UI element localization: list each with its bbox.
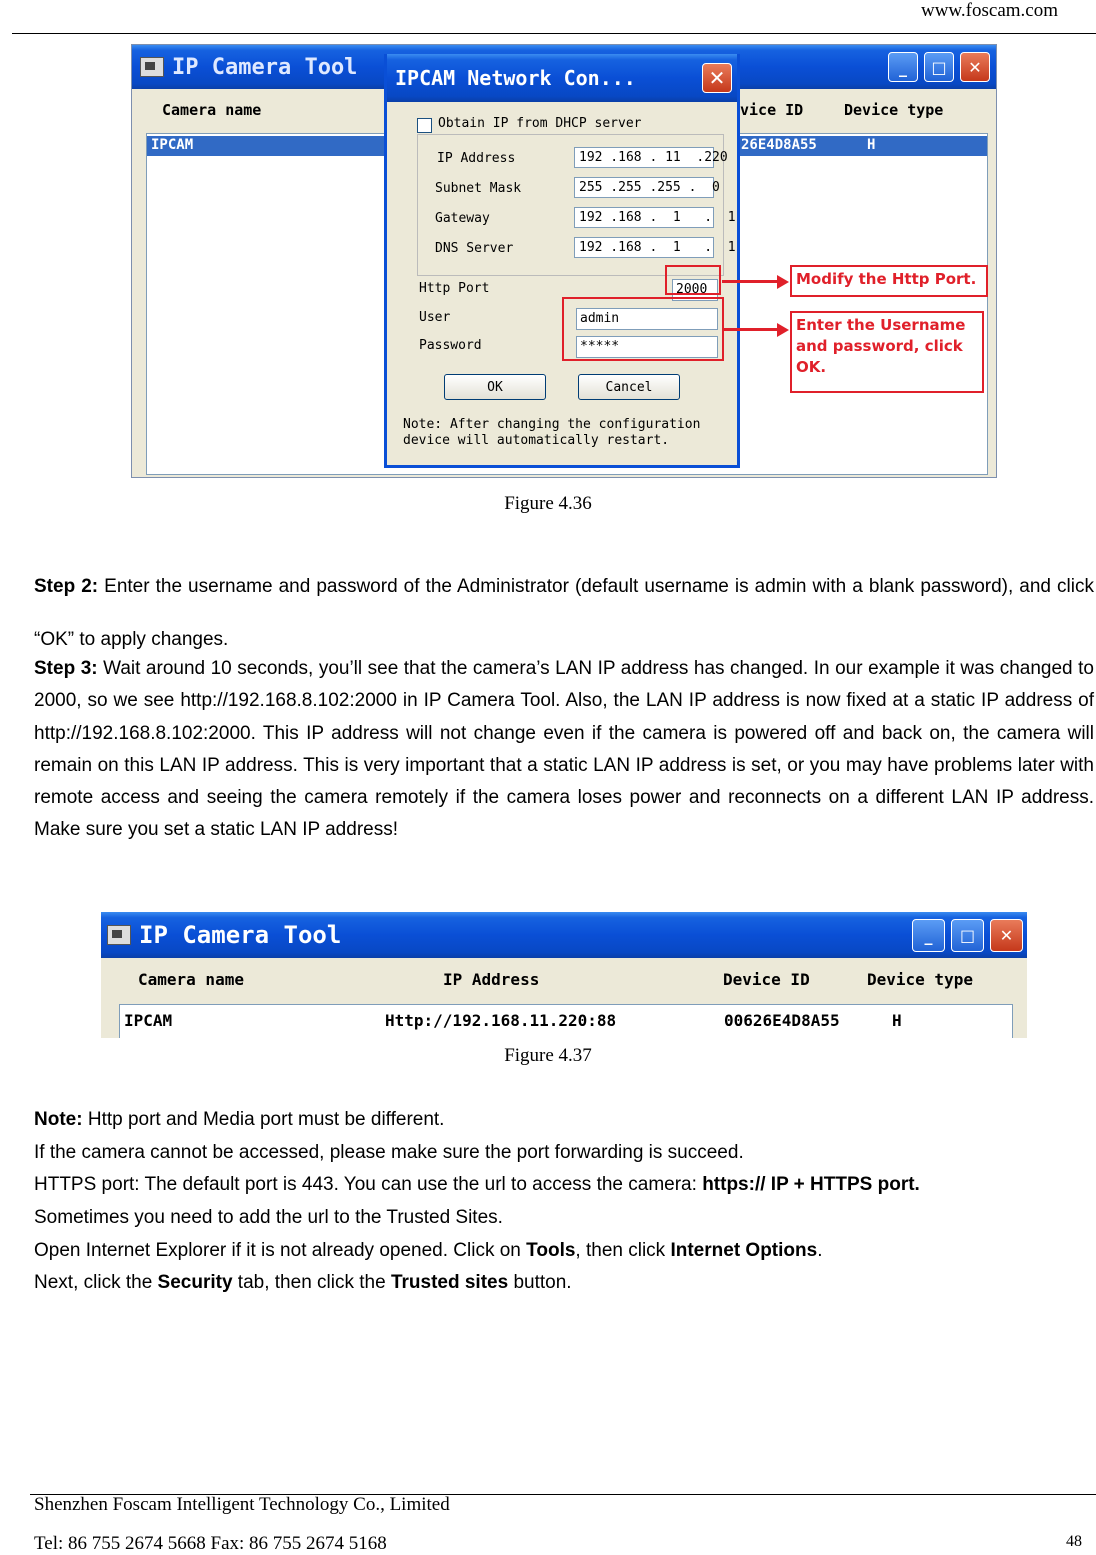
step-2-paragraph <box>34 560 1094 666</box>
security-text-c: tab, then click the <box>232 1272 391 1293</box>
figure-4-37-screenshot <box>101 912 1027 1038</box>
ip-address-label: IP Address <box>437 151 516 166</box>
https-text: HTTPS port: The default port is 443. You can use the url to access the camera: <box>34 1174 703 1195</box>
trusted-sites-line: Sometimes you need to add the url to the Trusted Sites. <box>34 1207 503 1228</box>
https-line <box>34 1174 920 1196</box>
tools-menu-ref: Tools <box>526 1240 576 1261</box>
footer-company: Shenzhen Foscam Intelligent Technology Co., Limited <box>34 1494 450 1515</box>
dialog-note-line2: device will automatically restart. <box>403 433 670 448</box>
figure-4-36-caption: Figure 4.36 <box>504 493 592 514</box>
https-url-format: https:// IP + HTTPS port. <box>702 1174 920 1195</box>
password-label: Password <box>419 338 482 353</box>
camera-row-device-type: H <box>867 137 876 153</box>
column-ip-address-2[interactable]: IP Address <box>443 970 540 989</box>
note-text: Http port and Media port must be different. <box>82 1109 445 1130</box>
close-icon-2[interactable]: ✕ <box>990 919 1023 952</box>
subnet-mask-input[interactable]: 255 .255 .255 . 0 <box>574 177 714 198</box>
dns-server-label: DNS Server <box>435 241 514 256</box>
camera-row-name-2: IPCAM <box>124 1011 173 1030</box>
camera-tool-icon <box>140 57 164 77</box>
dialog-close-icon[interactable]: ✕ <box>702 63 732 93</box>
dialog-title-bar <box>387 54 737 102</box>
internet-options-text-c: , then click <box>575 1240 671 1261</box>
trusted-sites-ref: Trusted sites <box>390 1272 509 1293</box>
camera-row-device-type-2: H <box>892 1011 902 1030</box>
callout-modify-port: Modify the Http Port. <box>790 265 988 297</box>
app-title-bar-2 <box>101 912 1027 958</box>
credentials-arrow <box>724 328 778 331</box>
user-label: User <box>419 310 451 325</box>
camera-row-ip-2: Http://192.168.11.220:88 <box>385 1011 617 1030</box>
minimize-icon[interactable]: _ <box>888 52 918 82</box>
http-port-input[interactable]: 2000 <box>672 279 718 301</box>
note-line <box>34 1109 444 1131</box>
user-input[interactable]: admin <box>576 308 718 330</box>
site-url[interactable]: www.foscam.com <box>920 0 1058 21</box>
column-camera-name-2[interactable]: Camera name <box>138 970 244 989</box>
gateway-input[interactable]: 192 .168 . 1 . 1 <box>574 207 714 228</box>
column-device-id[interactable]: vice ID <box>740 101 804 119</box>
camera-row[interactable] <box>119 1004 1013 1038</box>
password-input[interactable]: ***** <box>576 336 718 358</box>
step-3-text: Wait around 10 seconds, you’ll see that the camera’s LAN IP address has changed. In our example it was changed to 2000, so we see http://192.168.8.102:2000 in IP Camera Tool. Also, the LAN IP address is now fixed at a static IP address of http://192.168.8.102:2000. This IP address will not change even if the camera is powered off and back on, the camera will remain on this LAN IP address. This is very important that a static LAN IP address is set, or you may have problems later with remote access and seeing the camera remotely if the camera loses power and reconnects on a different LAN IP address. Make sure you set a static LAN IP address! <box>34 658 1094 841</box>
port-arrow <box>722 280 778 283</box>
footer-tel: Tel: 86 755 2674 5668 Fax: 86 755 2674 5168 <box>34 1533 387 1554</box>
maximize-icon-2[interactable]: □ <box>951 919 984 952</box>
step-3-paragraph <box>34 653 1094 847</box>
internet-options-ref: Internet Options <box>670 1240 818 1261</box>
close-icon[interactable]: ✕ <box>960 52 990 82</box>
column-camera-name[interactable]: Camera name <box>162 101 262 119</box>
column-device-id-2[interactable]: Device ID <box>723 970 810 989</box>
maximize-icon[interactable]: □ <box>924 52 954 82</box>
http-port-label: Http Port <box>419 281 490 296</box>
internet-options-line <box>34 1240 822 1262</box>
minimize-icon-2[interactable]: _ <box>912 919 945 952</box>
camera-row-name: IPCAM <box>151 137 194 153</box>
camera-tool-icon-2 <box>107 925 131 945</box>
app-title-2: IP Camera Tool <box>139 921 342 949</box>
subnet-mask-label: Subnet Mask <box>435 181 522 196</box>
dns-server-input[interactable]: 192 .168 . 1 . 1 <box>574 237 714 258</box>
dhcp-label: Obtain IP from DHCP server <box>438 116 642 131</box>
network-config-dialog <box>384 54 740 468</box>
step-2-text: Enter the username and password of the Administrator (default username is admin with a blank password), and click “OK” to apply changes. <box>34 576 1094 650</box>
page-number: 48 <box>1066 1533 1082 1550</box>
step-2-label: Step 2: <box>34 576 99 597</box>
column-device-type-2[interactable]: Device type <box>867 970 973 989</box>
port-forwarding-line: If the camera cannot be accessed, please make sure the port forwarding is succeed. <box>34 1142 744 1163</box>
gateway-label: Gateway <box>435 211 490 226</box>
header-rule <box>12 33 1096 34</box>
callout-enter-credentials: Enter the Username and password, click OK. <box>790 311 984 393</box>
app-title: IP Camera Tool <box>172 54 358 80</box>
security-text-a: Next, click the <box>34 1272 158 1293</box>
security-text-e: button. <box>508 1272 572 1293</box>
port-arrow-head <box>777 275 789 289</box>
internet-options-text-e: . <box>817 1240 823 1261</box>
credentials-arrow-head <box>777 323 789 337</box>
ip-address-input[interactable]: 192 .168 . 11 .220 <box>574 147 714 168</box>
note-label: Note: <box>34 1109 83 1130</box>
http-port-highlight <box>665 265 721 295</box>
dialog-note-line1: Note: After changing the configuration <box>403 417 701 432</box>
ok-button[interactable]: OK <box>444 374 546 400</box>
figure-4-36-screenshot <box>131 44 997 478</box>
figure-4-37-caption: Figure 4.37 <box>504 1045 592 1066</box>
dialog-title: IPCAM Network Con... <box>395 66 636 90</box>
internet-options-text-a: Open Internet Explorer if it is not already opened. Click on <box>34 1240 527 1261</box>
step-3-label: Step 3: <box>34 658 98 679</box>
credentials-highlight <box>562 297 724 361</box>
camera-row-device-id: 26E4D8A55 <box>741 137 817 153</box>
cancel-button[interactable]: Cancel <box>578 374 680 400</box>
security-tab-line <box>34 1272 572 1294</box>
dhcp-checkbox[interactable] <box>417 118 432 133</box>
column-device-type[interactable]: Device type <box>844 101 944 119</box>
security-tab-ref: Security <box>157 1272 233 1293</box>
camera-row-device-id-2: 00626E4D8A55 <box>724 1011 840 1030</box>
